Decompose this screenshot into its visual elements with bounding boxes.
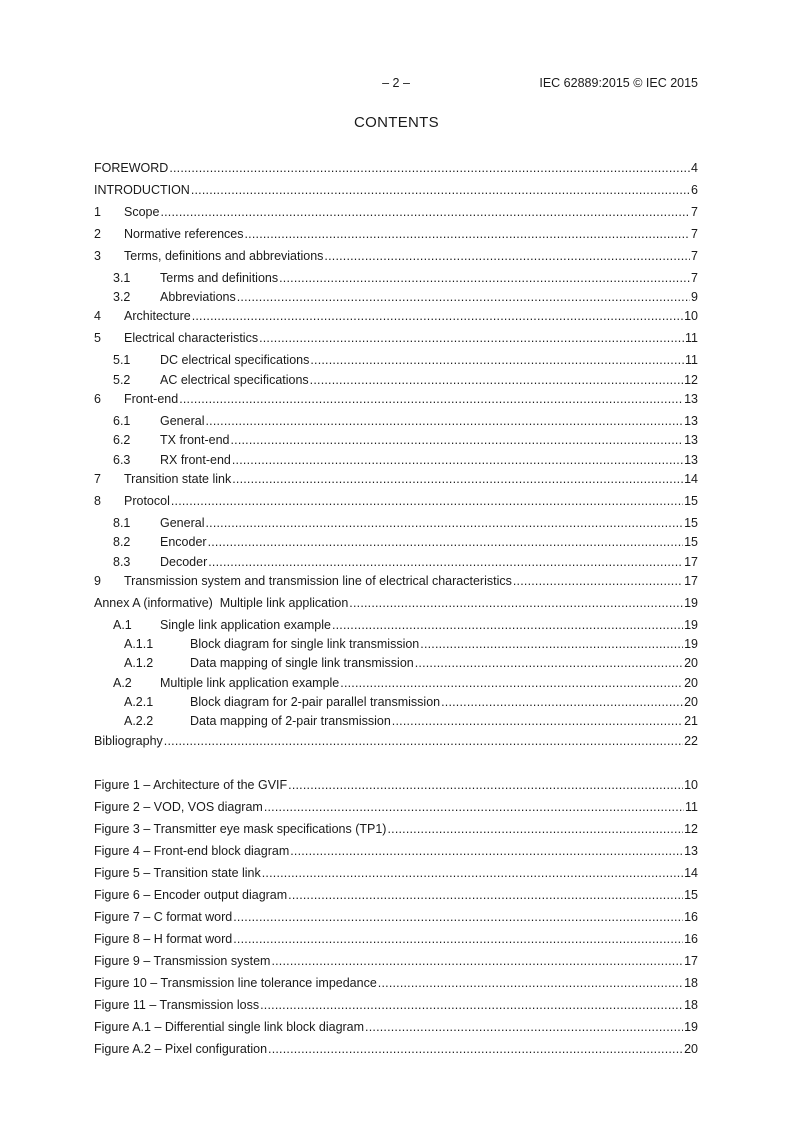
figure-entry[interactable]	[94, 862, 698, 880]
toc-entry-page: 12	[684, 373, 698, 387]
toc-entry[interactable]	[94, 652, 698, 670]
toc-entry-title: Protocol	[124, 494, 170, 508]
toc-entry-page: 15	[684, 516, 698, 530]
toc-leader	[205, 414, 683, 428]
toc-entry-title: Normative references	[124, 227, 244, 241]
toc-entry-number: 6.3	[113, 453, 131, 467]
toc-entry-number: 1	[94, 205, 101, 219]
toc-entry-title: Terms and definitions	[160, 271, 279, 285]
figure-entry-title: Figure 6 – Encoder output diagram	[94, 888, 288, 902]
toc-entry-page: 7	[691, 205, 698, 219]
toc-leader	[179, 392, 683, 406]
toc-entry-number: 5.1	[113, 353, 131, 367]
toc-entry-number: 7	[94, 472, 101, 486]
toc-entry[interactable]	[94, 410, 698, 428]
figure-entry-title: Figure 8 – H format word	[94, 932, 233, 946]
toc-entry-title: Transition state link	[124, 472, 232, 486]
page-title: CONTENTS	[354, 114, 439, 131]
toc-entry-title: Data mapping of 2-pair transmission	[190, 714, 391, 728]
toc-leader	[259, 331, 684, 345]
toc-entry[interactable]	[94, 327, 698, 345]
toc-entry[interactable]	[94, 592, 698, 610]
toc-entry-page: 9	[691, 290, 698, 304]
toc-leader	[387, 822, 683, 836]
figure-entry-page: 18	[684, 998, 698, 1012]
toc-leader	[191, 183, 690, 197]
toc-leader	[340, 676, 683, 690]
toc-leader	[260, 998, 683, 1012]
toc-leader	[160, 205, 690, 219]
toc-entry-title: General	[160, 516, 205, 530]
toc-entry-number: A.1	[113, 618, 132, 632]
toc-entry-title: Encoder	[160, 535, 207, 549]
figure-entry-page: 15	[684, 888, 698, 902]
figure-entry[interactable]	[94, 906, 698, 924]
toc-entry-title: Annex A (informative) Multiple link application	[94, 596, 349, 610]
toc-leader	[324, 249, 690, 263]
toc-entry-number: 3.1	[113, 271, 131, 285]
toc-leader	[290, 844, 683, 858]
toc-entry-page: 15	[684, 494, 698, 508]
toc-entry-page: 21	[684, 714, 698, 728]
toc-entry[interactable]	[94, 449, 698, 467]
figure-entry-title: Figure 7 – C format word	[94, 910, 233, 924]
figure-entry-page: 20	[684, 1042, 698, 1056]
toc-leader	[441, 695, 683, 709]
toc-entry-title: Multiple link application example	[160, 676, 340, 690]
toc-entry[interactable]	[94, 512, 698, 530]
toc-entry[interactable]	[94, 157, 698, 175]
figure-entry-page: 12	[684, 822, 698, 836]
toc-entry-number: 6.2	[113, 433, 131, 447]
toc-leader	[288, 888, 683, 902]
toc-entry-number: 5.2	[113, 373, 131, 387]
figure-entry-page: 10	[684, 778, 698, 792]
figure-entry-title: Figure 10 – Transmission line tolerance impedance	[94, 976, 377, 990]
toc-entry-title: AC electrical specifications	[160, 373, 309, 387]
toc-entry-page: 7	[691, 271, 698, 285]
page-header	[94, 76, 698, 92]
figure-entry-page: 17	[684, 954, 698, 968]
toc-leader	[232, 453, 683, 467]
toc-entry-title: Architecture	[124, 309, 191, 323]
toc-entry-number: 2	[94, 227, 101, 241]
toc-entry-page: 17	[684, 555, 698, 569]
figure-entry[interactable]	[94, 840, 698, 858]
toc-entry[interactable]	[94, 179, 698, 197]
toc-entry[interactable]	[94, 614, 698, 632]
toc-entry-title: Terms, definitions and abbreviations	[124, 249, 324, 263]
toc-entry-page: 20	[684, 695, 698, 709]
figure-entry[interactable]	[94, 950, 698, 968]
toc-entry[interactable]	[94, 267, 698, 285]
toc-leader	[192, 309, 683, 323]
toc-entry-number: 8.1	[113, 516, 131, 530]
toc-leader	[230, 433, 683, 447]
toc-entry-title: INTRODUCTION	[94, 183, 190, 197]
figure-entry-page: 13	[684, 844, 698, 858]
toc-entry-title: TX front-end	[160, 433, 230, 447]
toc-entry-title: Bibliography	[94, 734, 163, 748]
toc-entry-title: Scope	[124, 205, 160, 219]
toc-entry-title: Data mapping of single link transmission	[190, 656, 414, 670]
figure-entry[interactable]	[94, 884, 698, 902]
toc-entry-page: 19	[684, 637, 698, 651]
toc-entry-page: 10	[684, 309, 698, 323]
toc-leader	[513, 574, 683, 588]
toc-entry-title: FOREWORD	[94, 161, 169, 175]
toc-leader	[208, 535, 684, 549]
figure-entry[interactable]	[94, 994, 698, 1012]
toc-entry-title: DC electrical specifications	[160, 353, 310, 367]
toc-entry-title: RX front-end	[160, 453, 231, 467]
toc-entry-page: 22	[684, 734, 698, 748]
toc-entry-number: A.1.1	[124, 637, 154, 651]
toc-leader	[310, 353, 684, 367]
toc-entry-title: Front-end	[124, 392, 179, 406]
toc-entry-page: 19	[684, 596, 698, 610]
figure-entry[interactable]	[94, 1038, 698, 1056]
toc-entry[interactable]	[94, 286, 698, 304]
toc-entry-page: 11	[685, 353, 698, 367]
toc-leader	[264, 800, 684, 814]
figure-entry-title: Figure 9 – Transmission system	[94, 954, 271, 968]
toc-entry[interactable]	[94, 710, 698, 728]
toc-entry-title: Block diagram for 2-pair parallel transmission	[190, 695, 441, 709]
figure-entry-page: 19	[684, 1020, 698, 1034]
toc-entry[interactable]	[94, 730, 698, 748]
figure-entry-page: 16	[684, 932, 698, 946]
toc-entry-page: 7	[691, 249, 698, 263]
toc-leader	[233, 910, 683, 924]
toc-entry-number: 4	[94, 309, 101, 323]
figure-entry-page: 11	[685, 800, 698, 814]
toc-leader	[268, 1042, 683, 1056]
toc-leader	[208, 555, 683, 569]
toc-entry-number: 5	[94, 331, 101, 345]
toc-entry-page: 13	[684, 453, 698, 467]
toc-entry-page: 15	[684, 535, 698, 549]
toc-entry-number: 8.2	[113, 535, 131, 549]
toc-entry-title: Single link application example	[160, 618, 331, 632]
toc-entry-number: 3	[94, 249, 101, 263]
toc-leader	[310, 373, 683, 387]
toc-entry-page: 11	[685, 331, 698, 345]
figure-entry-title: Figure 4 – Front-end block diagram	[94, 844, 290, 858]
toc-entry[interactable]	[94, 349, 698, 367]
toc-entry-page: 13	[684, 414, 698, 428]
toc-entry[interactable]	[94, 531, 698, 549]
toc-entry[interactable]	[94, 633, 698, 651]
toc-leader	[378, 976, 683, 990]
toc-entry-number: A.2	[113, 676, 132, 690]
toc-entry[interactable]	[94, 223, 698, 241]
toc-entry-number: A.1.2	[124, 656, 154, 670]
toc-entry-page: 6	[691, 183, 698, 197]
toc-entry-number: A.2.2	[124, 714, 154, 728]
toc-entry[interactable]	[94, 551, 698, 569]
toc-entry-title: Decoder	[160, 555, 208, 569]
toc-leader	[279, 271, 690, 285]
toc-leader	[169, 161, 690, 175]
toc-entry-title: Transmission system and transmission line of electrical characteristics	[124, 574, 512, 588]
figure-entry-title: Figure 11 – Transmission loss	[94, 998, 260, 1012]
toc-entry-page: 20	[684, 656, 698, 670]
toc-leader	[420, 637, 683, 651]
figure-entry[interactable]	[94, 796, 698, 814]
toc-leader	[205, 516, 683, 530]
figure-entry-page: 18	[684, 976, 698, 990]
toc-entry[interactable]	[94, 691, 698, 709]
toc-entry-number: 6	[94, 392, 101, 406]
figure-entry[interactable]	[94, 928, 698, 946]
figure-entry-title: Figure A.1 – Differential single link block diagram	[94, 1020, 365, 1034]
toc-entry-page: 13	[684, 433, 698, 447]
toc-leader	[237, 290, 690, 304]
toc-entry-page: 4	[691, 161, 698, 175]
figure-entry[interactable]	[94, 1016, 698, 1034]
toc-leader	[262, 866, 683, 880]
toc-leader	[232, 472, 683, 486]
figure-entry-title: Figure 2 – VOD, VOS diagram	[94, 800, 263, 814]
toc-leader	[415, 656, 683, 670]
toc-entry-page: 7	[691, 227, 698, 241]
toc-entry[interactable]	[94, 490, 698, 508]
toc-entry-page: 13	[684, 392, 698, 406]
toc-leader	[365, 1020, 683, 1034]
toc-entry[interactable]	[94, 369, 698, 387]
toc-entry-page: 14	[684, 472, 698, 486]
figure-entry-title: Figure 1 – Architecture of the GVIF	[94, 778, 288, 792]
standard-reference: IEC 62889:2015 © IEC 2015	[539, 76, 698, 90]
toc-entry-page: 19	[684, 618, 698, 632]
toc-leader	[245, 227, 691, 241]
toc-entry[interactable]	[94, 429, 698, 447]
figure-entry-page: 16	[684, 910, 698, 924]
toc-leader	[164, 734, 683, 748]
toc-entry[interactable]	[94, 672, 698, 690]
toc-leader	[233, 932, 683, 946]
toc-leader	[288, 778, 683, 792]
toc-entry[interactable]	[94, 201, 698, 219]
toc-leader	[332, 618, 683, 632]
toc-entry-page: 17	[684, 574, 698, 588]
toc-entry-title: Electrical characteristics	[124, 331, 259, 345]
toc-entry-title: General	[160, 414, 205, 428]
toc-entry-number: 3.2	[113, 290, 131, 304]
toc-entry[interactable]	[94, 570, 698, 588]
toc-leader	[171, 494, 683, 508]
figure-entry[interactable]	[94, 774, 698, 792]
toc-entry[interactable]	[94, 388, 698, 406]
figure-entry-page: 14	[684, 866, 698, 880]
figure-entry-title: Figure A.2 – Pixel configuration	[94, 1042, 268, 1056]
figure-entry-title: Figure 5 – Transition state link	[94, 866, 261, 880]
toc-entry[interactable]	[94, 305, 698, 323]
toc-entry-page: 20	[684, 676, 698, 690]
toc-leader	[271, 954, 683, 968]
toc-entry[interactable]	[94, 245, 698, 263]
toc-leader	[349, 596, 683, 610]
toc-entry-number: A.2.1	[124, 695, 154, 709]
toc-entry-title: Abbreviations	[160, 290, 236, 304]
figure-entry[interactable]	[94, 972, 698, 990]
figure-entry[interactable]	[94, 818, 698, 836]
toc-entry[interactable]	[94, 468, 698, 486]
page-number: – 2 –	[382, 76, 410, 90]
toc-entry-title: Block diagram for single link transmission	[190, 637, 420, 651]
toc-leader	[392, 714, 683, 728]
toc-entry-number: 9	[94, 574, 101, 588]
toc-entry-number: 8	[94, 494, 101, 508]
figure-entry-title: Figure 3 – Transmitter eye mask specifications (TP1)	[94, 822, 387, 836]
toc-entry-number: 6.1	[113, 414, 131, 428]
toc-entry-number: 8.3	[113, 555, 131, 569]
